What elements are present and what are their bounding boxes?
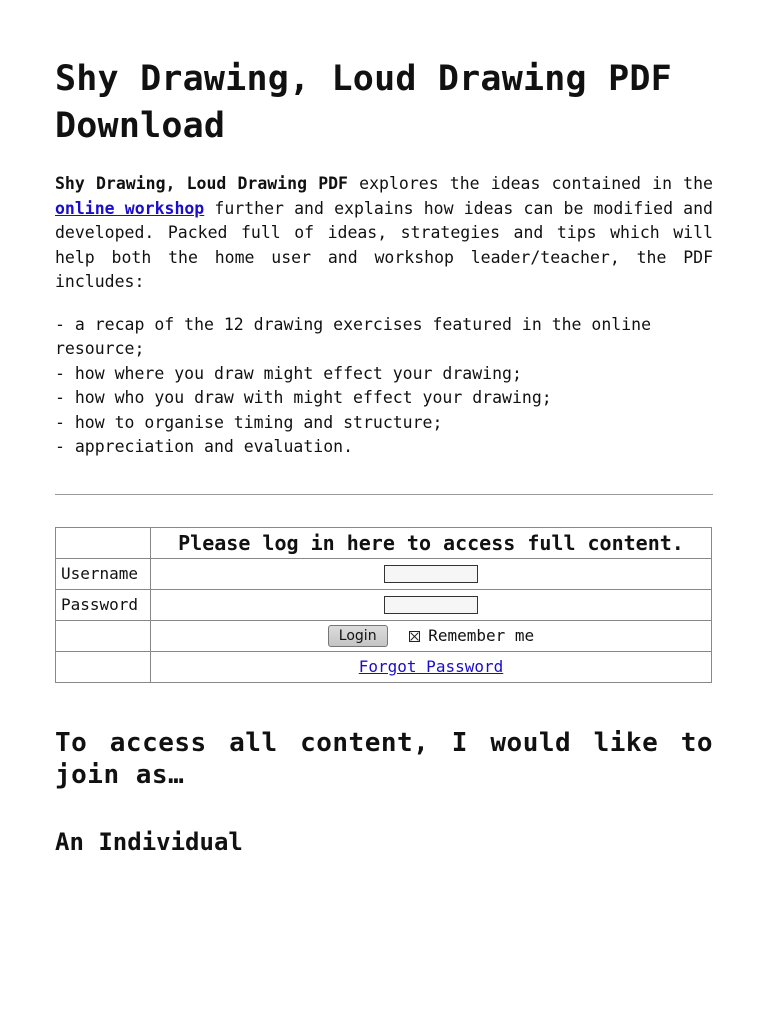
intro-text-after-link: further and explains how ideas can be modified and developed. Packed full of ideas, strategies and tips which will help both the home user and workshop leader/teacher, the PDF includes: [55,198,713,291]
password-label: Password [56,589,151,620]
forgot-cell [151,651,712,682]
divider [55,494,713,495]
password-row [56,589,712,620]
login-form-table [55,527,712,683]
join-heading: To access all content, I would like to join as… [55,727,713,790]
empty-cell [56,620,151,651]
login-actions-row [56,620,712,651]
forgot-password-link[interactable]: Forgot Password [358,657,504,676]
username-cell [151,558,712,589]
login-actions-cell [151,620,712,651]
page-title: Shy Drawing, Loud Drawing PDF Download [55,59,672,146]
intro-text-before-link: explores the ideas contained in the [348,174,713,193]
intro-bold-lead: Shy Drawing, Loud Drawing PDF [55,174,348,193]
username-label: Username [56,558,151,589]
includes-list [55,313,713,460]
username-input[interactable] [384,565,478,583]
list-item: - appreciation and evaluation. [55,437,354,456]
online-workshop-link[interactable]: online workshop [55,198,205,218]
login-button[interactable]: Login [328,625,388,647]
individual-heading: An Individual [55,827,243,856]
intro-paragraph [55,172,713,295]
remember-me-toggle[interactable] [409,626,534,645]
empty-cell [56,527,151,558]
checkbox-icon[interactable] [409,631,420,642]
remember-me-label: Remember me [428,626,535,645]
login-heading-row [56,527,712,558]
empty-cell [56,651,151,682]
login-heading: Please log in here to access full content. [151,527,712,558]
list-item: - a recap of the 12 drawing exercises featured in the online resource; [55,314,652,358]
forgot-row [56,651,712,682]
list-item: - how to organise timing and structure; [55,412,443,432]
list-item: - how where you draw might effect your drawing; [55,363,522,383]
username-row [56,558,712,589]
password-cell [151,589,712,620]
list-item: - how who you draw with might effect your drawing; [55,388,552,407]
password-input[interactable] [384,596,478,614]
